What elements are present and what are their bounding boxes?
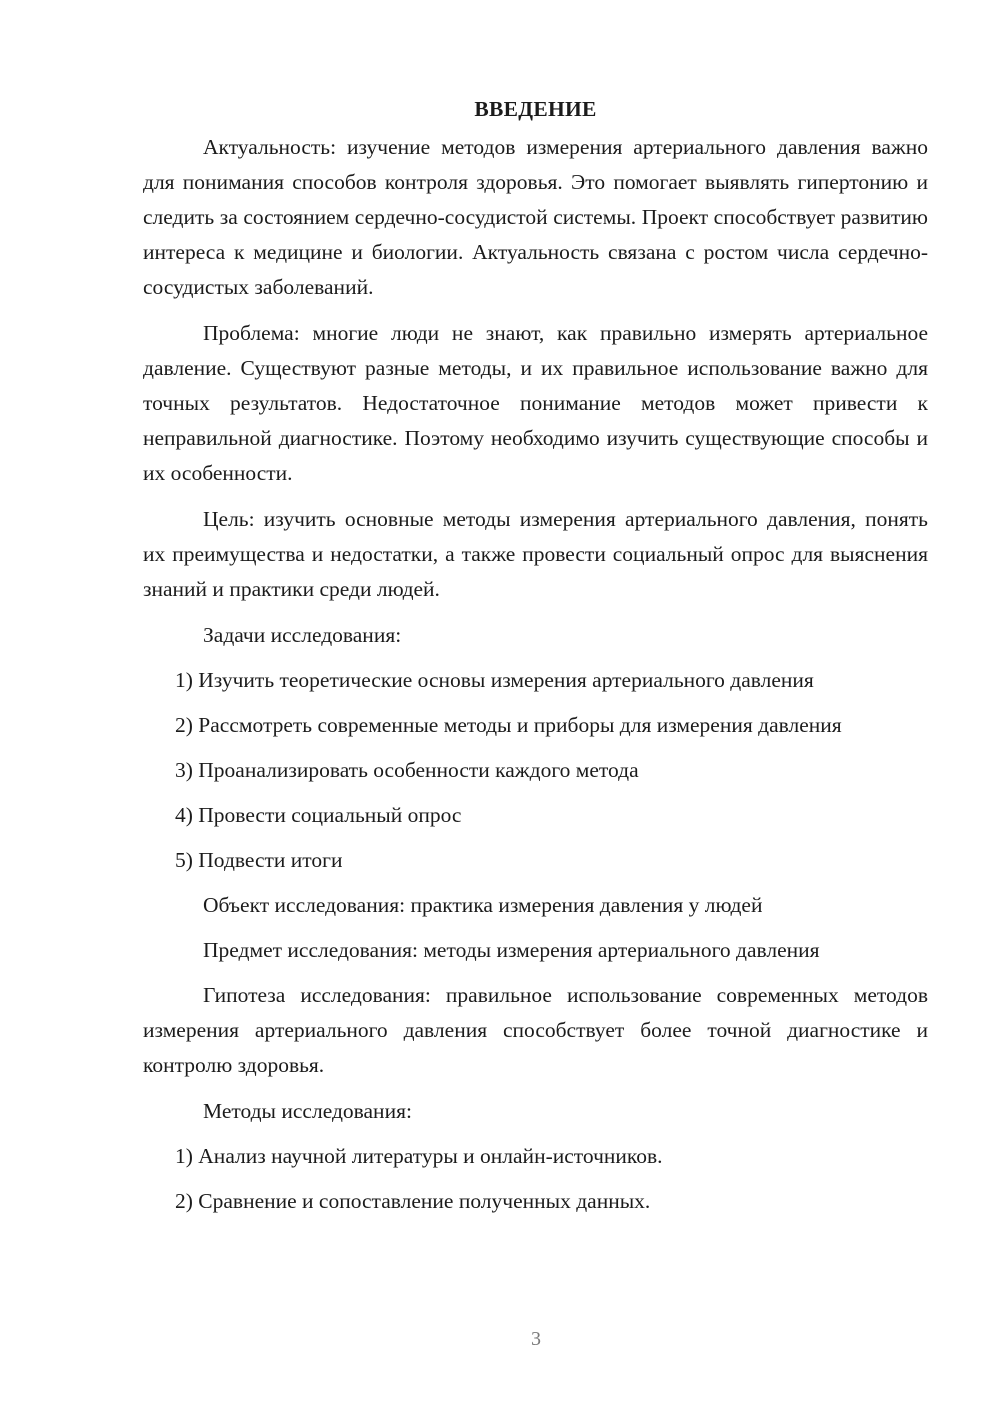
section-title: ВВЕДЕНИЕ (474, 97, 597, 121)
methods-heading: Методы исследования: (203, 1099, 412, 1123)
hypothesis-paragraph: Гипотеза исследования: правильное использование современных методов измерения артериального давления способствует более точной диагностике и контролю здоровья. (143, 983, 928, 1077)
relevance-paragraph: Актуальность: изучение методов измерения артериального давления важно для понимания способов контроля здоровья. Это помогает выявлять гипертонию и следить за состоянием сердечно-сосудистой системы. Проект способствует развитию интереса к медицине и биологии. Актуальность связана с ростом числа сердечно-сосудистых заболеваний. (143, 135, 928, 299)
research-subject: Предмет исследования: методы измерения артериального давления (203, 938, 820, 962)
task-item-4: 4) Провести социальный опрос (175, 803, 462, 827)
page-number: 3 (531, 1328, 541, 1350)
tasks-heading: Задачи исследования: (203, 623, 402, 647)
research-object: Объект исследования: практика измерения давления у людей (203, 893, 763, 917)
page-content (143, 92, 928, 1229)
goal-paragraph: Цель: изучить основные методы измерения артериального давления, понять их преимущества и недостатки, а также провести социальный опрос для выяснения знаний и практики среди людей. (143, 507, 928, 601)
task-item-1: 1) Изучить теоретические основы измерения артериального давления (175, 668, 814, 692)
task-item-5: 5) Подвести итоги (175, 848, 343, 872)
method-item-2: 2) Сравнение и сопоставление полученных данных. (175, 1189, 651, 1213)
task-item-3: 3) Проанализировать особенности каждого метода (175, 758, 639, 782)
method-item-1: 1) Анализ научной литературы и онлайн-источников. (175, 1144, 663, 1168)
task-item-2: 2) Рассмотреть современные методы и приборы для измерения давления (175, 713, 842, 737)
problem-paragraph: Проблема: многие люди не знают, как правильно измерять артериальное давление. Существуют разные методы, и их правильное использование важно для точных результатов. Недостаточное понимание методов может привести к неправильной диагностике. Поэтому необходимо изучить существующие способы и их особенности. (143, 321, 928, 485)
